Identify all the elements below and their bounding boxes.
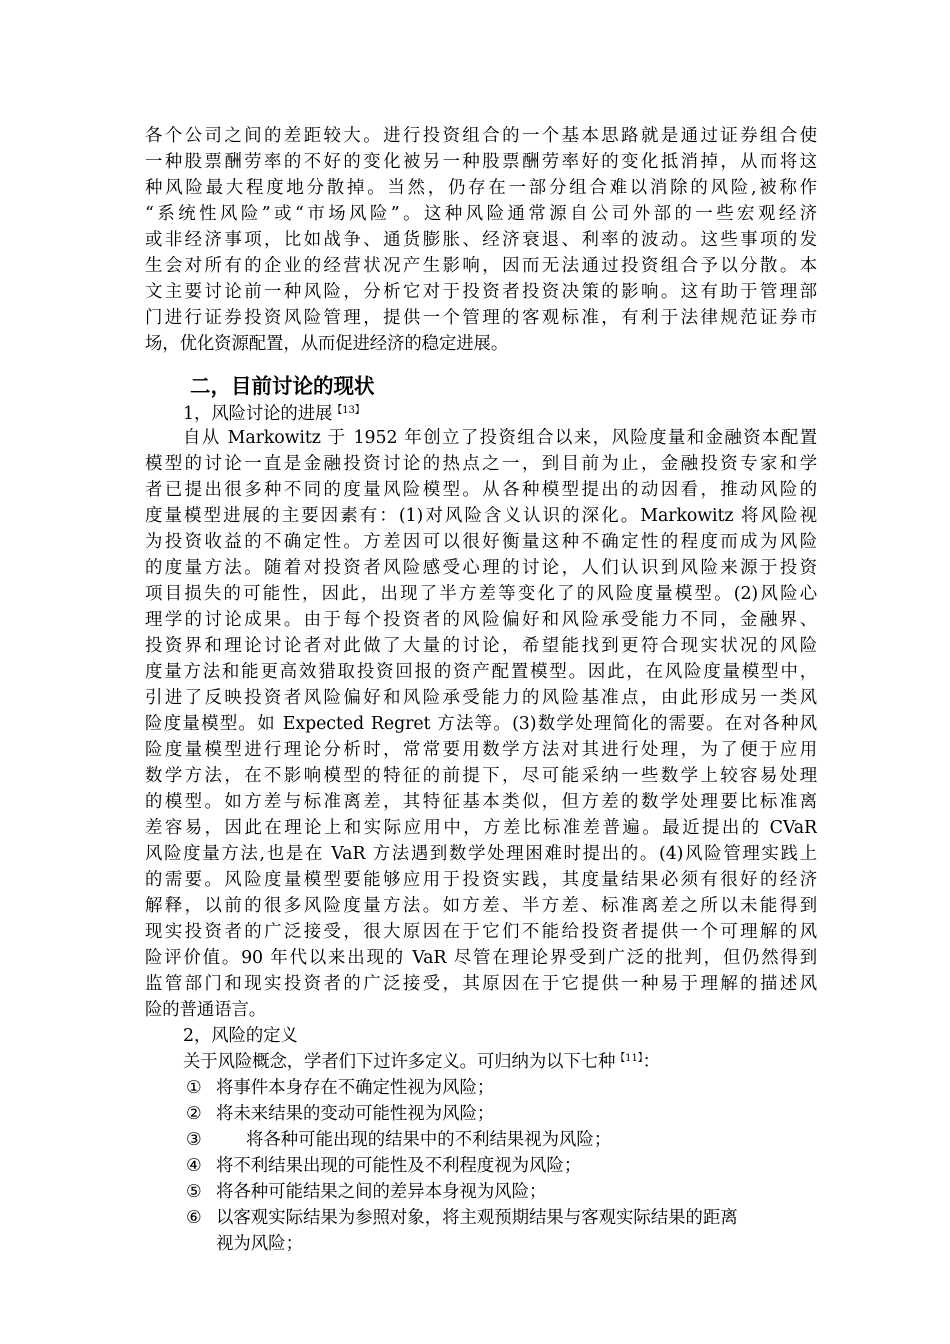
section-heading: 二，目前讨论的现状 [190,374,375,398]
paragraph-2-line: 现实投资者的广泛接受，很大原因在于它们不能给投资者提供一个可理解的风 [145,922,817,942]
item-text: 将各种可能结果之间的差异本身视为风险； [216,1182,547,1202]
paragraph-2-line: 解释，以前的很多风险度量方法。如方差、半方差、标准离差之所以未能得到 [145,896,817,916]
subsection-1-title [183,402,855,426]
paragraph-2-line: 的度量方法。随着对投资者风险感受心理的讨论，人们认识到风险来源于投资 [145,558,817,578]
reference-13: 【13】 [332,405,365,416]
item-number: ④ [186,1156,202,1176]
paragraph-2-line: 度量方法和能更高效猎取投资回报的资产配置模型。因此，在风险度量模型中， [145,662,817,682]
item-number: ② [186,1104,202,1124]
paragraph-2-line: 的模型。如方差与标准离差，其特征基本类似，但方差的数学处理要比标准离 [145,792,817,812]
item-number: ⑤ [186,1182,202,1202]
definition-intro-text: 关于风险概念，学者们下过许多定义。可归纳为以下七种 [183,1052,616,1072]
subsection-2-title: 2，风险的定义 [183,1026,298,1046]
paragraph-2-line: 数学方法，在不影响模型的特征的前提下，尽可能采纳一些数学上较容易处理 [145,766,817,786]
paragraph-2-line: 险的普通语言。 [145,1000,267,1020]
paragraph-1-line: 生会对所有的企业的经营状况产生影响，因而无法通过投资组合予以分散。本 [145,256,817,276]
definition-intro-colon: ： [642,1052,660,1072]
paragraph-2-line: 度量模型进展的主要因素有：(1)对风险含义认识的深化。Markowitz 将风险视 [145,506,817,526]
paragraph-2-line: 投资界和理论讨论者对此做了大量的讨论，希望能找到更符合现实状况的风险 [145,636,817,656]
subsection-1-title-text: 1，风险讨论的进展 [183,404,333,424]
reference-11: 【11】 [615,1053,643,1064]
paragraph-1-line: “系统性风险”或“市场风险”。这种风险通常源自公司外部的一些宏观经济 [145,204,817,224]
paragraph-2-line: 项目损失的可能性，因此，出现了半方差等变化了的风险度量模型。(2)风险心 [145,584,817,604]
paragraph-2-line: 理学的讨论成果。由于每个投资者的风险偏好和风险承受能力不同，金融界、 [145,610,817,630]
paragraph-2-line: 风险度量方法,也是在 VaR 方法遇到数学处理困难时提出的。(4)风险管理实践上 [145,844,817,864]
item-text-continued: 视为风险； [216,1234,303,1254]
paragraph-2-line: 模型的讨论一直是金融投资讨论的热点之一，到目前为止，金融投资专家和学 [145,454,817,474]
paragraph-2-line: 险评价值。90 年代以来出现的 VaR 尽管在理论界受到广泛的批判，但仍然得到 [145,948,817,968]
item-number: ③ [186,1130,202,1150]
item-number: ⑥ [186,1208,202,1228]
paragraph-2-line: 监管部门和现实投资者的广泛接受，其原因在于它提供一种易于理解的描述风 [145,974,817,994]
paragraph-2-line: 自从 Markowitz 于 1952 年创立了投资组合以来，风险度量和金融资本配置 [183,428,817,448]
paragraph-1-line: 各个公司之间的差距较大。进行投资组合的一个基本思路就是通过证券组合使 [145,126,817,146]
item-number: ① [186,1078,202,1098]
paragraph-1-line: 门进行证券投资风险管理，提供一个管理的客观标准，有利于法律规范证券市 [145,308,817,328]
paragraph-1-line: 种风险最大程度地分散掉。当然，仍存在一部分组合难以消除的风险,被称作 [145,178,817,198]
paragraph-1-line: 或非经济事项，比如战争、通货膨胀、经济衰退、利率的波动。这些事项的发 [145,230,817,250]
item-text: 将各种可能出现的结果中的不利结果视为风险； [246,1130,612,1150]
paragraph-2-line: 的需要。风险度量模型要能够应用于投资实践，其度量结果必须有很好的经济 [145,870,817,890]
paragraph-2-line: 者已提出很多种不同的度量风险模型。从各种模型提出的动因看，推动风险的 [145,480,817,500]
definition-intro [183,1050,855,1074]
paragraph-2-line: 为投资收益的不确定性。方差因可以很好衡量这种不确定性的程度而成为风险 [145,532,817,552]
paragraph-2-line: 引进了反映投资者风险偏好和风险承受能力的风险基准点，由此形成另一类风 [145,688,817,708]
item-text: 将未来结果的变动可能性视为风险； [216,1104,495,1124]
item-text: 将不利结果出现的可能性及不利程度视为风险； [216,1156,582,1176]
paragraph-1-line: 场，优化资源配置，从而促进经济的稳定进展。 [145,334,509,354]
paragraph-1-line: 一种股票酬劳率的不好的变化被另一种股票酬劳率好的变化抵消掉，从而将这 [145,152,817,172]
paragraph-2-line: 差容易，因此在理论上和实际应用中，方差比标准差普遍。最近提出的 CVaR [145,818,817,838]
paragraph-2-line: 险度量模型进行理论分析时，常常要用数学方法对其进行处理，为了便于应用 [145,740,817,760]
paragraph-1-line: 文主要讨论前一种风险，分析它对于投资者投资决策的影响。这有助于管理部 [145,282,817,302]
item-text: 将事件本身存在不确定性视为风险； [216,1078,495,1098]
item-text: 以客观实际结果为参照对象，将主观预期结果与客观实际结果的距离 [216,1208,738,1228]
paragraph-2-line: 险度量模型。如 Expected Regret 方法等。(3)数学处理简化的需要。在对各种风 [145,714,817,734]
